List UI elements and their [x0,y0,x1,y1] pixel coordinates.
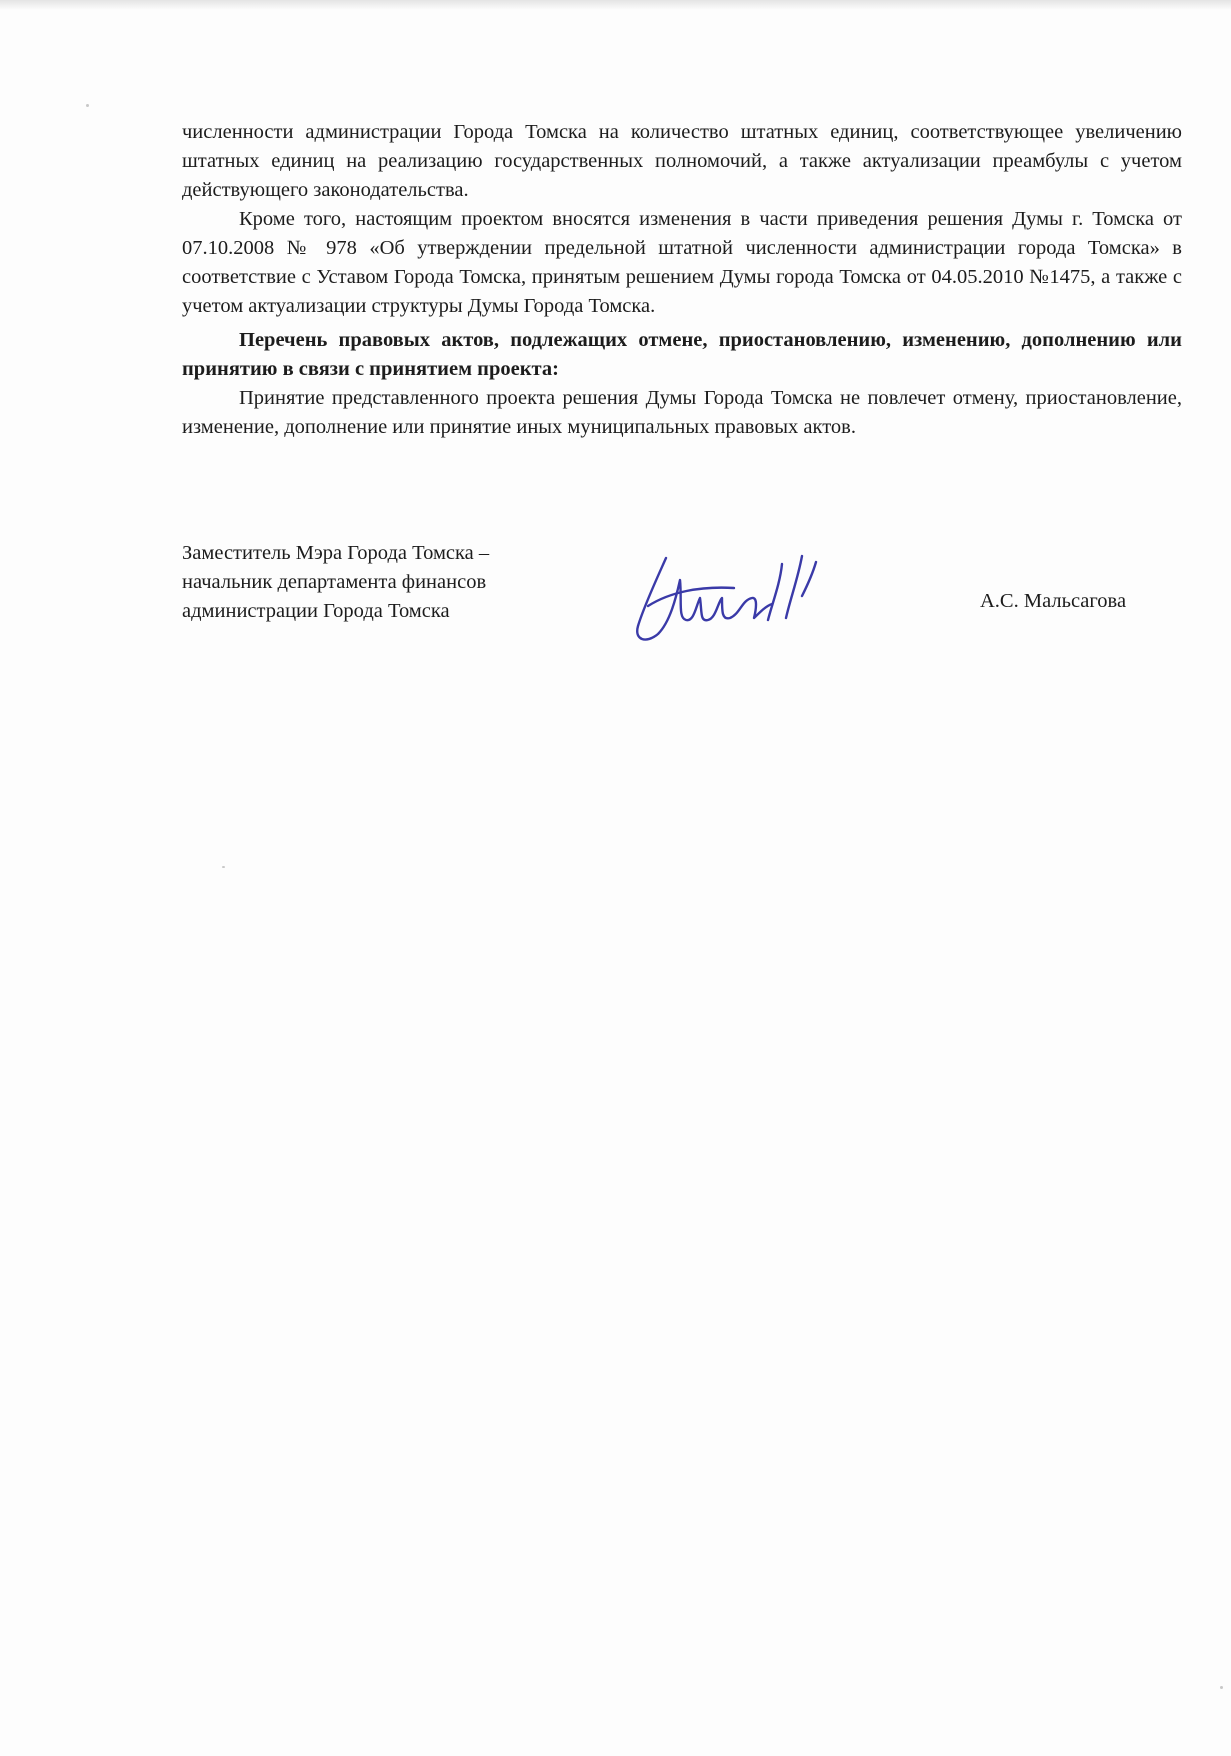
signatory-name: А.С. Мальсагова [980,590,1127,612]
section-heading-legal-acts: Перечень правовых актов, подлежащих отмене, приостановлению, изменению, дополнению или принятию в связи с принятием проекта: [182,329,1182,380]
scan-speck [1220,1686,1223,1689]
signatory-title-line: администрации Города Томска [182,600,450,622]
document-body [182,118,1182,442]
scan-speck [222,866,225,868]
signatory-title-line: Заместитель Мэра Города Томска – [182,542,490,564]
handwritten-signature [630,548,860,648]
signatory-title-line: начальник департамента финансов [182,571,487,593]
scan-edge-shadow [0,0,1231,10]
scan-speck [86,104,89,107]
paragraph-no-changes: Принятие представленного проекта решения Думы Города Томска не повлечет отмену, приостановление, изменение, дополнение или принятие иных муниципальных правовых актов. [182,387,1182,438]
paragraph-continuation: численности администрации Города Томска на количество штатных единиц, соответствующее увеличению штатных единиц на реализацию государственных полномочий, а также актуализации преамбулы с учетом действующего законодательства. [182,121,1182,201]
paragraph-amendments: Кроме того, настоящим проектом вносятся изменения в части приведения решения Думы г. Томска от 07.10.2008 № 978 «Об утверждении предельной штатной численности администрации города Томска» в соответствие с Уставом Города Томска, принятым решением Думы города Томска от 04.05.2010 №1475, а также с учетом актуализации структуры Думы Города Томска. [182,208,1182,317]
signatory-position [182,539,602,626]
